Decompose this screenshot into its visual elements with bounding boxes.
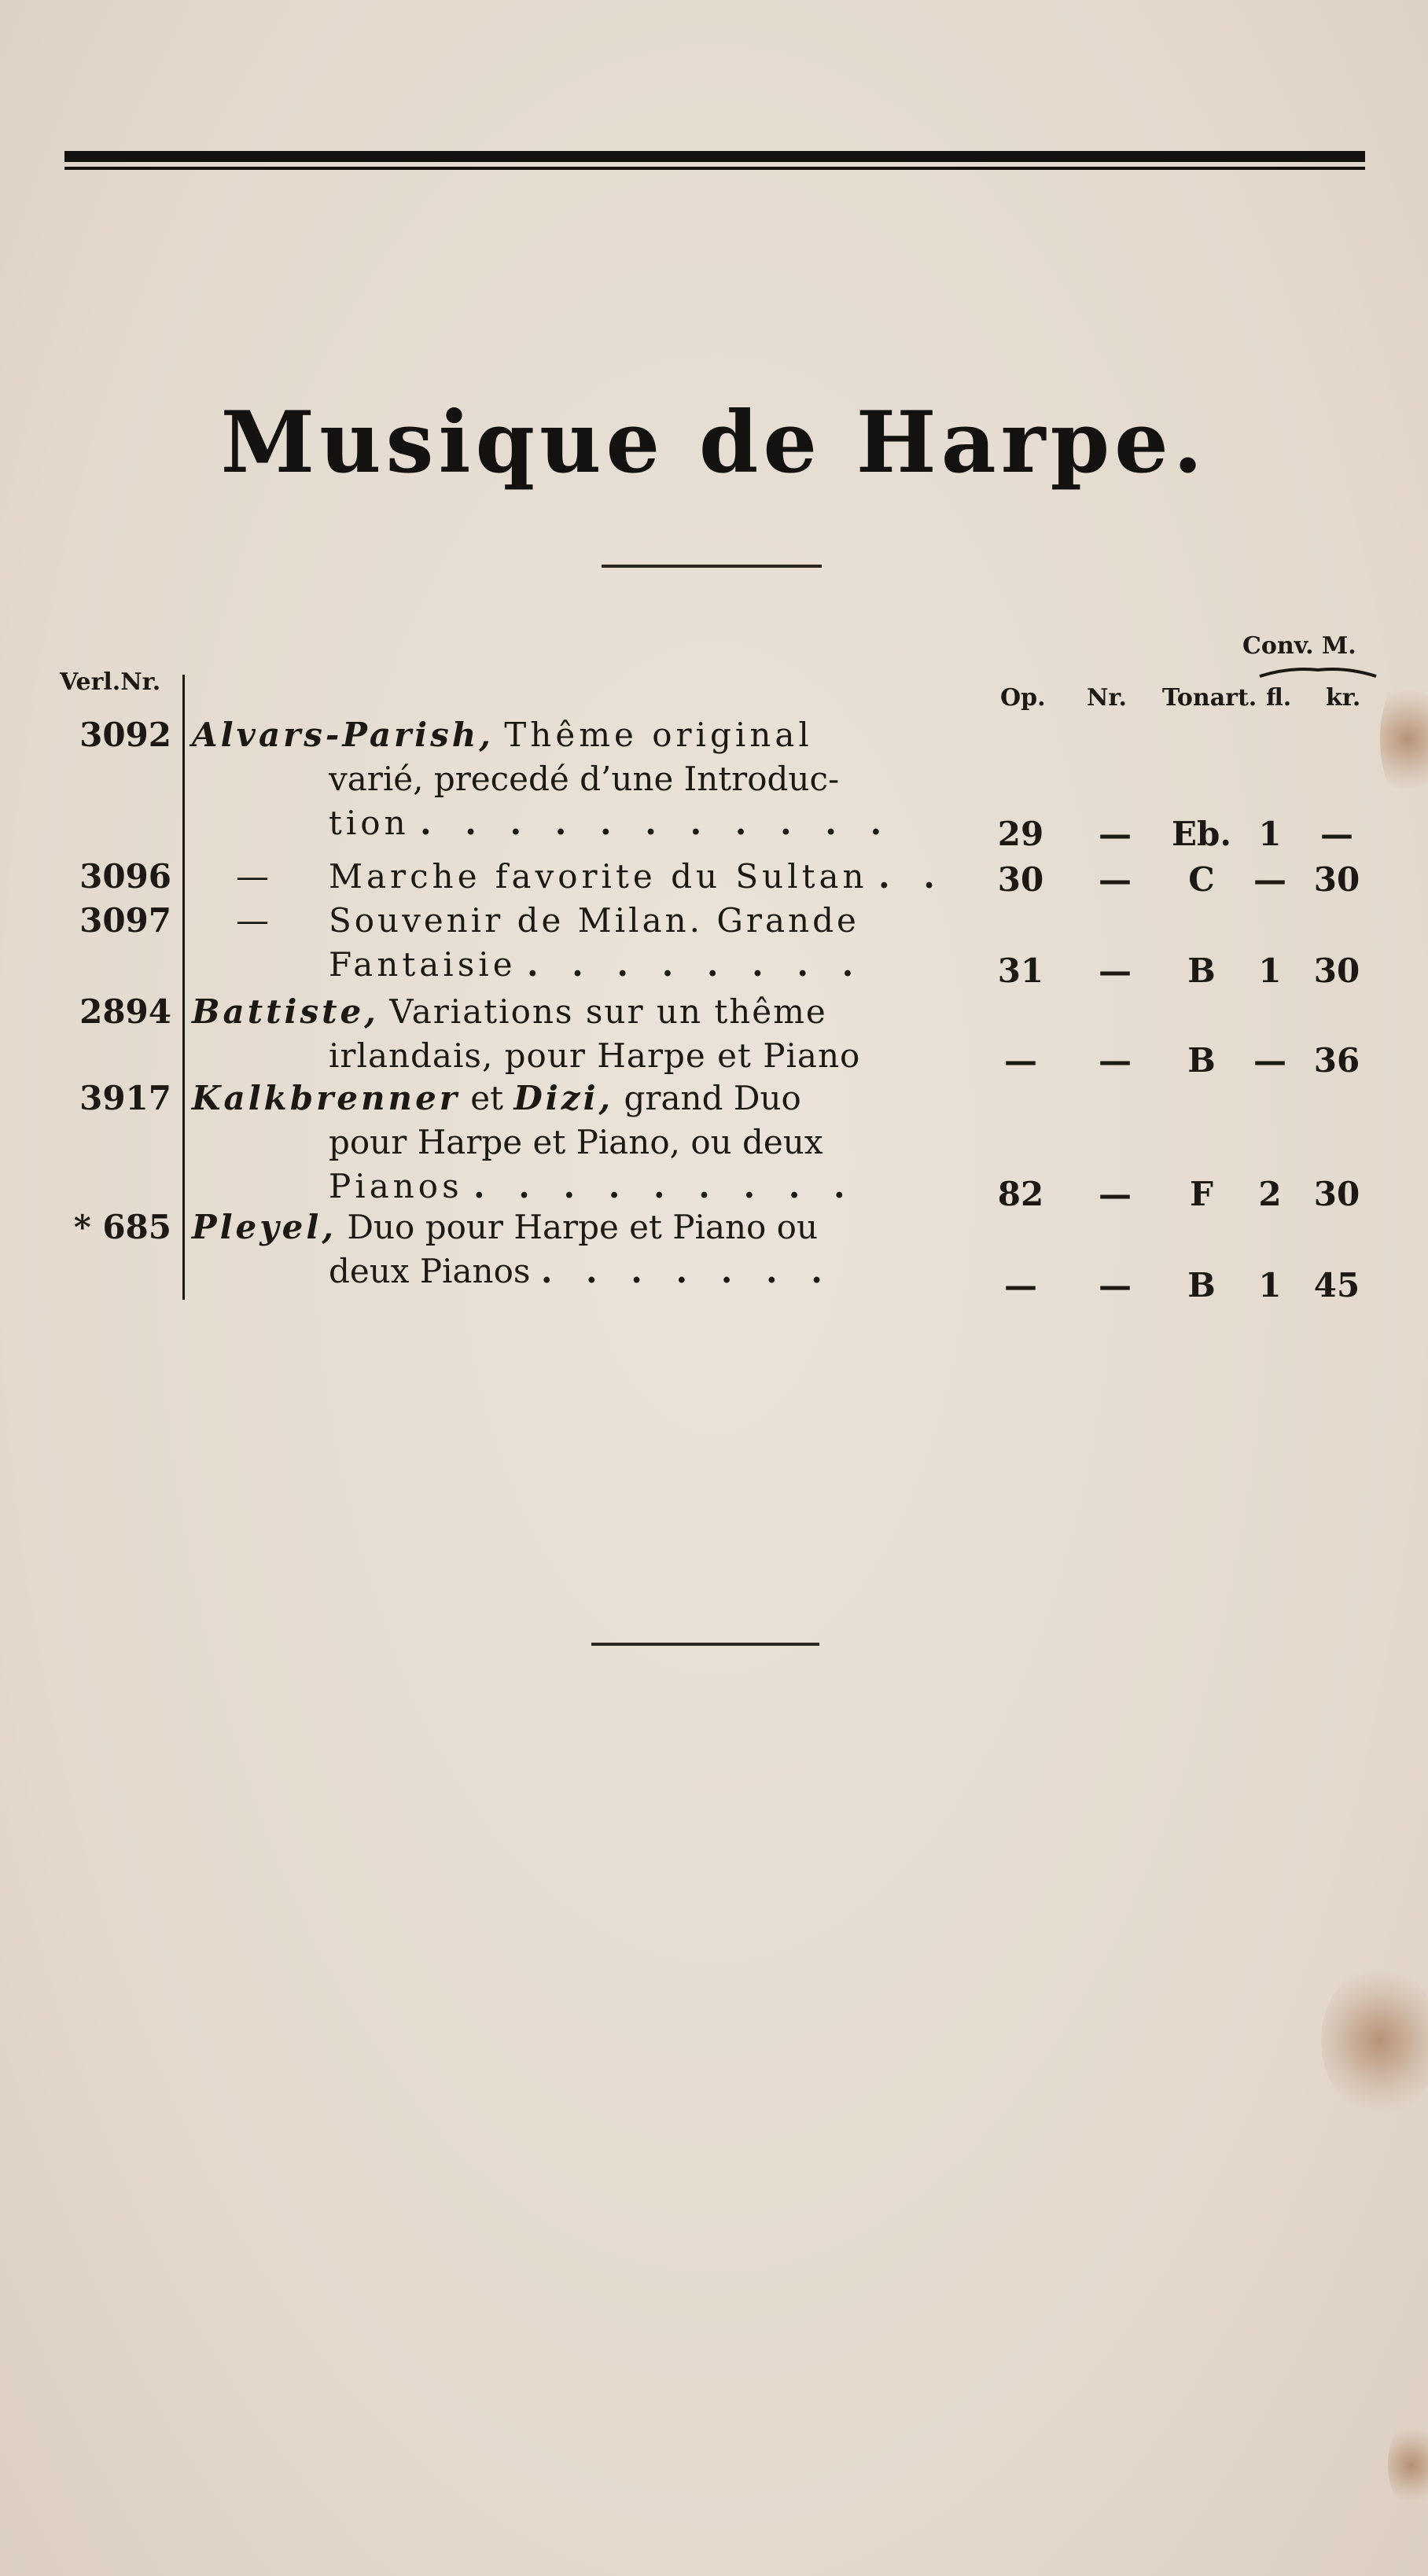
entry-line xyxy=(192,1079,801,1117)
price-kreuzer: 30 xyxy=(1313,951,1360,990)
work-title: Pianos xyxy=(329,1167,463,1205)
price-florin: 1 xyxy=(1258,1266,1282,1305)
verl-nr: 3096 xyxy=(79,857,171,896)
composer-name: Pleyel, xyxy=(192,1208,337,1246)
work-title: varié, precedé d’une Introduc- xyxy=(329,760,840,798)
key-value: B xyxy=(1187,1266,1216,1305)
leader-dots: . . . . . . . . xyxy=(526,945,865,984)
top-rule-thick xyxy=(64,151,1365,162)
nr-value: — xyxy=(1099,1041,1132,1080)
verl-nr-header: Verl.Nr. xyxy=(60,668,161,696)
nr-value: — xyxy=(1099,815,1132,853)
leader-dots: . . . . . . . xyxy=(540,1252,834,1290)
verl-nr: 3097 xyxy=(79,901,171,940)
leader-dots: . . . . . . . . . xyxy=(473,1167,856,1205)
entry-line xyxy=(192,1208,818,1246)
end-divider xyxy=(591,1643,819,1646)
stain-mark xyxy=(1380,676,1428,802)
key-value: F xyxy=(1190,1175,1213,1213)
price-florin: — xyxy=(1253,1041,1286,1080)
nr-value: — xyxy=(1099,1175,1132,1213)
top-rule-thin xyxy=(64,167,1365,170)
work-title: Souvenir de Milan. Grande xyxy=(329,901,859,940)
work-title: pour Harpe et Piano, ou deux xyxy=(329,1123,823,1161)
entry-line xyxy=(236,857,269,896)
price-kreuzer: — xyxy=(1320,815,1353,853)
entry-line xyxy=(329,945,864,984)
entry-line xyxy=(329,1167,856,1205)
composer-name: Battiste, xyxy=(192,992,379,1031)
nr-value: — xyxy=(1099,860,1132,899)
verl-nr: 3092 xyxy=(79,716,171,754)
work-title: Variations sur un thême xyxy=(389,992,827,1031)
op-header: Op. xyxy=(1000,684,1046,712)
key-value: Eb. xyxy=(1171,815,1231,853)
nr-value: — xyxy=(1099,1266,1132,1305)
composer-name: Alvars-Parish, xyxy=(192,716,494,754)
column-divider xyxy=(182,675,185,1300)
title-divider xyxy=(602,565,822,568)
currency-header: Conv. M. xyxy=(1242,632,1356,660)
kr-header: kr. xyxy=(1326,684,1361,712)
verl-nr: 3917 xyxy=(79,1079,171,1117)
key-value: B xyxy=(1187,951,1216,990)
composer-name: Kalkbrenner xyxy=(192,1079,460,1117)
entry-line xyxy=(329,1252,834,1290)
key-value: B xyxy=(1187,1041,1216,1080)
price-florin: 1 xyxy=(1258,815,1282,853)
work-title: grand Duo xyxy=(624,1079,801,1117)
entry-line xyxy=(236,901,269,940)
verl-nr: 2894 xyxy=(79,992,171,1031)
entry-line xyxy=(192,992,827,1031)
composer-repeat: — xyxy=(236,857,269,896)
work-title: tion xyxy=(329,804,410,842)
nr-value: — xyxy=(1099,951,1132,990)
stain-mark xyxy=(1321,1966,1428,2115)
opus-number: 82 xyxy=(997,1175,1044,1213)
work-title: Thême original xyxy=(504,716,813,754)
work-title: deux Pianos xyxy=(329,1252,531,1290)
entry-line xyxy=(329,857,946,896)
work-title: Fantaisie xyxy=(329,945,517,984)
work-title: Marche favorite du Sultan xyxy=(329,857,868,896)
tonart-header: Tonart. xyxy=(1162,684,1257,712)
price-florin: 2 xyxy=(1258,1175,1282,1213)
stain-mark xyxy=(1388,2422,1428,2508)
opus-number: 30 xyxy=(997,860,1044,899)
price-florin: — xyxy=(1253,860,1286,899)
price-kreuzer: 30 xyxy=(1313,1175,1360,1213)
work-title: Duo pour Harpe et Piano ou xyxy=(347,1208,819,1246)
verl-nr: * 685 xyxy=(73,1208,171,1246)
leader-dots: . . . . . . . . . . . xyxy=(420,804,893,842)
composer-name: Dizi, xyxy=(513,1079,614,1117)
work-title: irlandais, pour Harpe et Piano xyxy=(329,1036,861,1075)
key-value: C xyxy=(1188,860,1215,899)
opus-number: — xyxy=(1004,1041,1037,1080)
opus-number: 29 xyxy=(997,815,1044,853)
entry-line xyxy=(192,716,813,754)
composer-join: et xyxy=(470,1079,504,1117)
price-kreuzer: 30 xyxy=(1313,860,1360,899)
price-kreuzer: 45 xyxy=(1313,1266,1360,1305)
leader-dots: . . xyxy=(878,857,946,896)
composer-repeat: — xyxy=(236,901,269,940)
opus-number: 31 xyxy=(997,951,1044,990)
nr-header: Nr. xyxy=(1087,684,1127,712)
page-title: Musique de Harpe. xyxy=(220,393,1208,492)
price-kreuzer: 36 xyxy=(1313,1041,1360,1080)
entry-line xyxy=(329,804,892,842)
opus-number: — xyxy=(1004,1266,1037,1305)
fl-header: fl. xyxy=(1266,684,1292,712)
currency-brace xyxy=(1258,665,1378,678)
price-florin: 1 xyxy=(1258,951,1282,990)
